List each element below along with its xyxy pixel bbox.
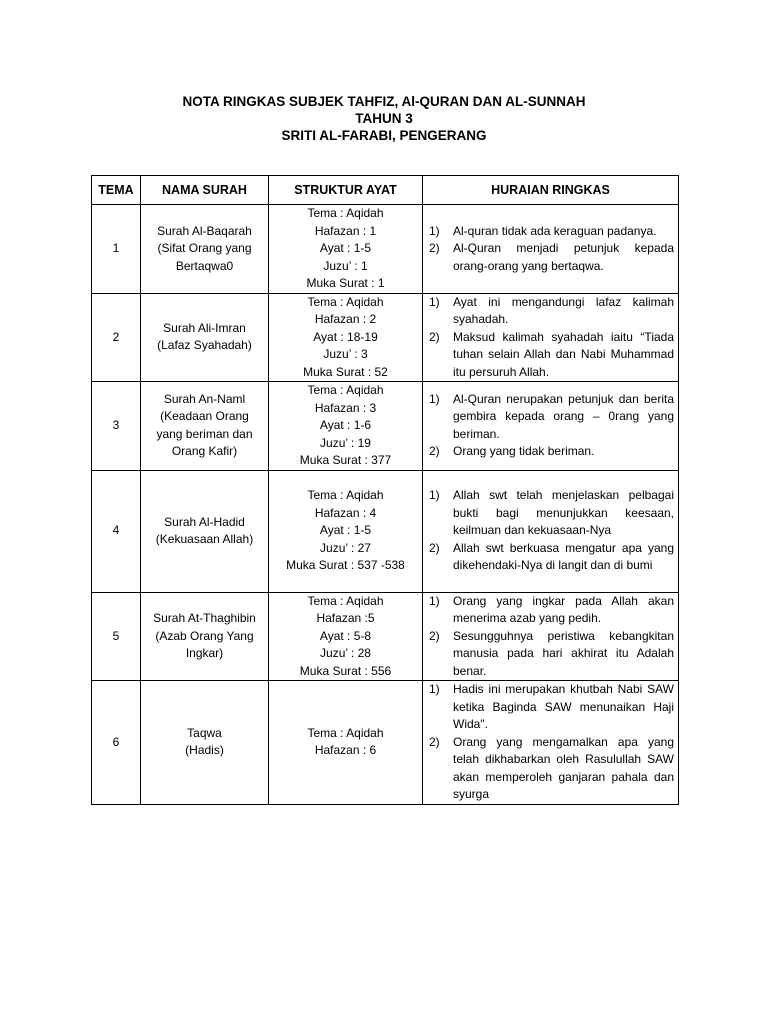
list-item-text: Hadis ini merupakan khutbah Nabi SAW ketika Baginda SAW menunaikan Haji Wida". bbox=[453, 682, 674, 731]
list-item bbox=[429, 593, 674, 628]
huraian-list bbox=[429, 391, 674, 461]
nama-surah-line: Surah At-Thaghibin bbox=[153, 611, 256, 625]
header-nama-surah: NAMA SURAH bbox=[141, 176, 269, 205]
struktur-line: Juzu’ : 19 bbox=[320, 435, 371, 450]
cell-struktur-ayat bbox=[269, 293, 423, 382]
cell-nama-surah bbox=[141, 592, 269, 681]
struktur-line: Hafazan : 3 bbox=[314, 400, 377, 415]
cell-huraian-ringkas bbox=[423, 470, 679, 592]
cell-huraian-ringkas bbox=[423, 205, 679, 294]
huraian-list bbox=[429, 294, 674, 382]
list-item-number: 1) bbox=[429, 294, 440, 309]
struktur-line: Tema : Aqidah bbox=[307, 206, 384, 220]
cell-nama-surah bbox=[141, 205, 269, 294]
cell-struktur-ayat bbox=[269, 592, 423, 681]
struktur-line: Muka Surat : 537 -538 bbox=[286, 558, 405, 573]
notes-table bbox=[91, 175, 679, 805]
table-row bbox=[92, 470, 679, 592]
table-row bbox=[92, 293, 679, 382]
cell-huraian-ringkas bbox=[423, 681, 679, 805]
table-row bbox=[92, 205, 679, 294]
cell-tema: 3 bbox=[92, 382, 141, 471]
cell-tema: 4 bbox=[92, 470, 141, 592]
nama-surah-line: Surah Ali-Imran bbox=[163, 320, 246, 335]
table-row bbox=[92, 592, 679, 681]
list-item-text: Al-Quran nerupakan petunjuk dan berita gembira kepada orang – 0rang yang beriman. bbox=[453, 391, 674, 441]
header-tema: TEMA bbox=[92, 176, 141, 205]
list-item bbox=[429, 391, 674, 444]
cell-nama-surah bbox=[141, 681, 269, 805]
table-row bbox=[92, 382, 679, 471]
list-item-number: 1) bbox=[429, 391, 440, 406]
list-item-number: 2) bbox=[429, 540, 440, 555]
document-header bbox=[0, 93, 768, 144]
nama-surah-line: (Lafaz Syahadah) bbox=[157, 338, 252, 353]
list-item bbox=[429, 540, 674, 575]
list-item bbox=[429, 734, 674, 804]
struktur-line: Tema : Aqidah bbox=[307, 294, 384, 309]
cell-tema: 5 bbox=[92, 592, 141, 681]
header-struktur-ayat: STRUKTUR AYAT bbox=[269, 176, 423, 205]
huraian-list bbox=[429, 593, 674, 681]
list-item bbox=[429, 443, 674, 461]
cell-nama-surah bbox=[141, 470, 269, 592]
struktur-line: Hafazan : 2 bbox=[314, 312, 377, 326]
list-item-text: Orang yang ingkar pada Allah akan menerima azab yang pedih. bbox=[453, 593, 674, 625]
struktur-line: Ayat : 5-8 bbox=[319, 628, 372, 643]
list-item-number: 2) bbox=[429, 734, 440, 749]
nama-surah-line: Bertaqwa0 bbox=[175, 258, 234, 273]
nama-surah-line: (Sifat Orang yang bbox=[157, 241, 252, 255]
nama-surah-line: Taqwa bbox=[187, 725, 222, 740]
huraian-list bbox=[429, 223, 674, 276]
cell-struktur-ayat bbox=[269, 382, 423, 471]
list-item-text: Orang yang tidak beriman. bbox=[453, 444, 595, 459]
list-item-number: 1) bbox=[429, 488, 440, 503]
nama-surah-line: yang beriman dan bbox=[156, 426, 253, 441]
nama-surah-line: Ingkar) bbox=[185, 646, 224, 660]
list-item-number: 2) bbox=[429, 444, 440, 459]
list-item-number: 1) bbox=[429, 682, 440, 696]
struktur-line: Muka Surat : 377 bbox=[299, 453, 392, 467]
list-item-text: Orang yang mengamalkan apa yang telah dikhabarkan oleh Rasulullah SAW akan memperoleh ganjaran pahala dan syurga bbox=[453, 734, 674, 801]
struktur-line: Ayat : 18-19 bbox=[313, 329, 378, 344]
list-item bbox=[429, 240, 674, 275]
struktur-line: Hafazan : 4 bbox=[314, 505, 377, 520]
list-item-text: Allah swt telah menjelaskan pelbagai bukti bagi menunjukkan keesaan, keilmuan dan kekuasaan-Nya bbox=[453, 488, 674, 538]
cell-struktur-ayat bbox=[269, 205, 423, 294]
list-item-text: Al-Quran menjadi petunjuk kepada orang-orang yang bertaqwa. bbox=[453, 241, 674, 273]
list-item bbox=[429, 329, 674, 382]
nama-surah-line: (Azab Orang Yang bbox=[155, 628, 254, 643]
cell-huraian-ringkas bbox=[423, 293, 679, 382]
struktur-line: Tema : Aqidah bbox=[307, 383, 384, 397]
struktur-line: Tema : Aqidah bbox=[307, 593, 384, 608]
list-item bbox=[429, 681, 674, 734]
nama-surah-line: Orang Kafir) bbox=[171, 444, 238, 459]
list-item-text: Al-quran tidak ada keraguan padanya. bbox=[453, 223, 657, 238]
struktur-line: Ayat : 1-5 bbox=[319, 241, 372, 255]
huraian-list bbox=[429, 681, 674, 804]
struktur-line: Juzu’ : 1 bbox=[323, 258, 368, 273]
struktur-line: Muka Surat : 52 bbox=[303, 364, 388, 379]
header-huraian-ringkas: HURAIAN RINGKAS bbox=[423, 176, 679, 205]
struktur-line: Hafazan :5 bbox=[316, 611, 375, 625]
cell-huraian-ringkas bbox=[423, 592, 679, 681]
table-header-row bbox=[92, 176, 679, 205]
nama-surah-line: Surah An-Naml bbox=[163, 391, 246, 406]
struktur-line: Ayat : 1-5 bbox=[319, 523, 372, 538]
struktur-line: Juzu’ : 3 bbox=[323, 347, 368, 361]
nama-surah-line: (Keadaan Orang bbox=[160, 409, 249, 424]
nama-surah-line: (Kekuasaan Allah) bbox=[155, 532, 254, 546]
list-item-number: 1) bbox=[429, 593, 440, 608]
list-item-text: Sesungguhnya peristiwa kebangkitan manusia pada hari akhirat itu Adalah benar. bbox=[453, 628, 674, 678]
list-item-number: 2) bbox=[429, 241, 440, 255]
struktur-line: Hafazan : 1 bbox=[314, 223, 377, 238]
list-item bbox=[429, 487, 674, 540]
huraian-list bbox=[429, 487, 674, 575]
struktur-line: Hafazan : 6 bbox=[314, 743, 377, 758]
title-line-1: NOTA RINGKAS SUBJEK TAHFIZ, Al-QURAN DAN AL-SUNNAH bbox=[182, 94, 586, 109]
title-line-2: TAHUN 3 bbox=[355, 111, 413, 126]
nama-surah-line: Surah Al-Baqarah bbox=[157, 223, 252, 238]
list-item bbox=[429, 294, 674, 329]
list-item bbox=[429, 223, 674, 241]
struktur-line: Tema : Aqidah bbox=[307, 488, 384, 503]
cell-nama-surah bbox=[141, 382, 269, 471]
list-item-text: Maksud kalimah syahadah iaitu “Tiada tuhan selain Allah dan Nabi Muhammad itu persuruh Allah. bbox=[453, 329, 674, 379]
list-item-number: 2) bbox=[429, 329, 440, 344]
struktur-line: Juzu’ : 28 bbox=[320, 646, 371, 660]
table-row bbox=[92, 681, 679, 805]
list-item-number: 2) bbox=[429, 628, 440, 643]
table-body bbox=[92, 205, 679, 805]
list-item-number: 1) bbox=[429, 223, 440, 238]
cell-nama-surah bbox=[141, 293, 269, 382]
cell-tema: 2 bbox=[92, 293, 141, 382]
nama-surah-line: (Hadis) bbox=[185, 743, 224, 758]
list-item-text: Allah swt berkuasa mengatur apa yang dikehendaki-Nya di langit dan di bumi bbox=[453, 540, 674, 573]
cell-tema: 6 bbox=[92, 681, 141, 805]
struktur-line: Muka Surat : 556 bbox=[299, 663, 392, 678]
struktur-line: Muka Surat : 1 bbox=[306, 276, 385, 290]
cell-struktur-ayat bbox=[269, 681, 423, 805]
struktur-line: Ayat : 1-6 bbox=[319, 418, 372, 432]
struktur-line: Tema : Aqidah bbox=[307, 725, 384, 740]
struktur-line: Juzu’ : 27 bbox=[320, 540, 371, 555]
title-line-3: SRITI AL-FARABI, PENGERANG bbox=[281, 128, 487, 143]
list-item-text: Ayat ini mengandungi lafaz kalimah syahadah. bbox=[453, 294, 674, 326]
cell-tema: 1 bbox=[92, 205, 141, 294]
nama-surah-line: Surah Al-Hadid bbox=[164, 514, 245, 529]
cell-huraian-ringkas bbox=[423, 382, 679, 471]
cell-struktur-ayat bbox=[269, 470, 423, 592]
list-item bbox=[429, 628, 674, 681]
